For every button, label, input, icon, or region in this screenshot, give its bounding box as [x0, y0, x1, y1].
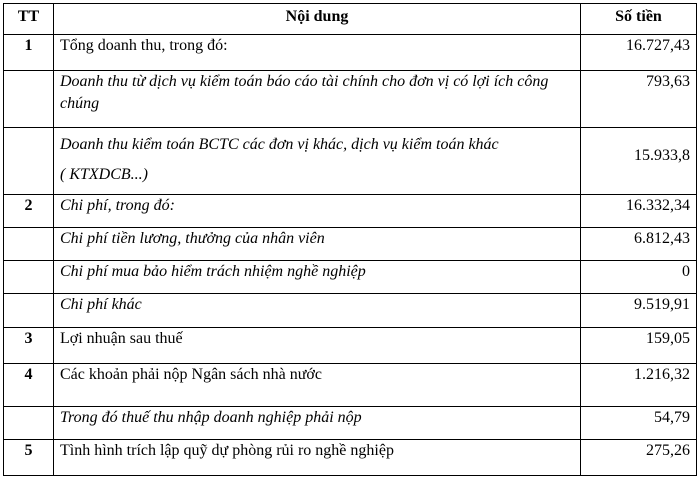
row-amount: 9.519,91 — [581, 294, 697, 328]
row-amount: 0 — [581, 261, 697, 294]
row-content: Các khoản phải nộp Ngân sách nhà nước — [54, 364, 581, 407]
row-amount: 1.216,32 — [581, 364, 697, 407]
row-amount: 16.332,34 — [581, 195, 697, 228]
table-row — [4, 440, 697, 476]
row-number — [4, 294, 54, 328]
row-content-line-2: ( KTXDCB...) — [60, 166, 148, 183]
row-amount: 159,05 — [581, 328, 697, 364]
table-row — [4, 364, 697, 407]
row-number — [4, 128, 54, 195]
table-row — [4, 128, 697, 195]
row-number — [4, 261, 54, 294]
table-row — [4, 328, 697, 364]
table-row — [4, 294, 697, 328]
row-content: Trong đó thuế thu nhập doanh nghiệp phải nộp — [54, 407, 581, 440]
row-content — [54, 128, 581, 195]
row-content: Chi phí mua bảo hiểm trách nhiệm nghề nghiệp — [54, 261, 581, 294]
row-content-line-1: Doanh thu kiểm toán BCTC các đơn vị khác, dịch vụ kiểm toán khác — [60, 136, 499, 153]
row-content: Doanh thu từ dịch vụ kiểm toán báo cáo tài chính cho đơn vị có lợi ích công chúng — [54, 71, 581, 128]
row-amount: 15.933,8 — [581, 128, 697, 195]
header-content: Nội dung — [54, 4, 581, 35]
table-row — [4, 195, 697, 228]
row-content: Chi phí, trong đó: — [54, 195, 581, 228]
header-amount: Số tiền — [581, 4, 697, 35]
row-amount: 793,63 — [581, 71, 697, 128]
table-header-row — [4, 4, 697, 35]
row-number: 4 — [4, 364, 54, 407]
table-row — [4, 35, 697, 71]
table-row — [4, 261, 697, 294]
header-tt: TT — [4, 4, 54, 35]
financial-table — [3, 3, 697, 476]
row-content: Tổng doanh thu, trong đó: — [54, 35, 581, 71]
row-content: Lợi nhuận sau thuế — [54, 328, 581, 364]
row-content: Chi phí khác — [54, 294, 581, 328]
row-number: 3 — [4, 328, 54, 364]
row-number: 2 — [4, 195, 54, 228]
row-amount: 6.812,43 — [581, 228, 697, 261]
table-row — [4, 71, 697, 128]
row-number: 5 — [4, 440, 54, 476]
row-amount: 275,26 — [581, 440, 697, 476]
row-number — [4, 228, 54, 261]
row-amount: 16.727,43 — [581, 35, 697, 71]
row-number — [4, 71, 54, 128]
row-amount: 54,79 — [581, 407, 697, 440]
row-number — [4, 407, 54, 440]
row-content: Chi phí tiền lương, thưởng của nhân viên — [54, 228, 581, 261]
row-number: 1 — [4, 35, 54, 71]
table-row — [4, 228, 697, 261]
table-row — [4, 407, 697, 440]
row-content: Tình hình trích lập quỹ dự phòng rủi ro nghề nghiệp — [54, 440, 581, 476]
